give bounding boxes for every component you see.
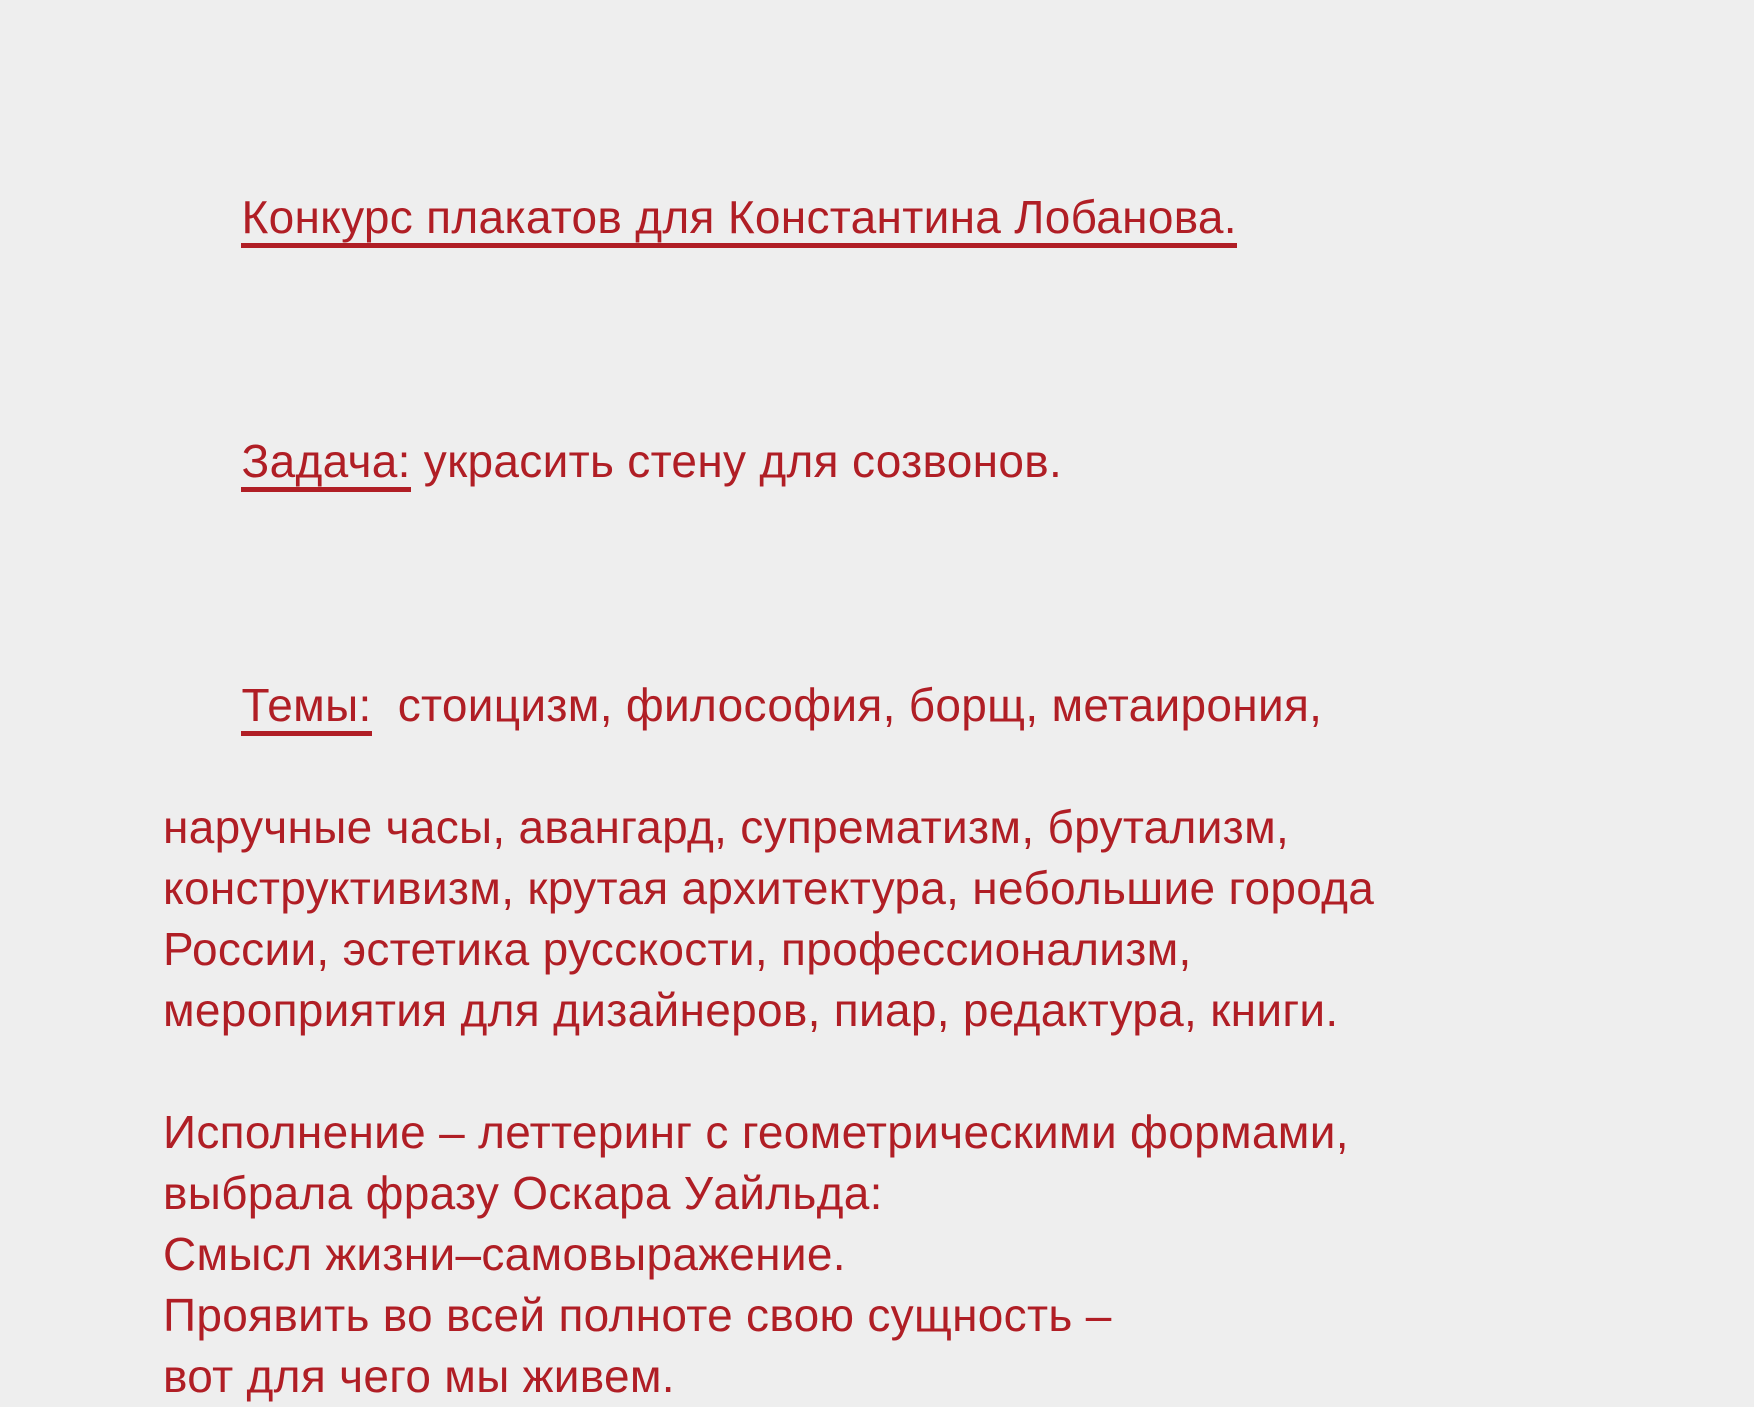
themes-line-2: наручные часы, авангард, супрематизм, брутализм,	[163, 801, 1290, 853]
themes-line-3: конструктивизм, крутая архитектура, небольшие города	[163, 862, 1375, 914]
page-title	[163, 126, 1374, 309]
execution-line-1: Исполнение – леттеринг с геометрическими формами,	[163, 1106, 1349, 1158]
themes-paragraph	[163, 614, 1374, 1041]
task-line	[163, 370, 1374, 553]
themes-text-1: стоицизм, философия, борщ, метаирония,	[371, 679, 1323, 731]
execution-line-4: Проявить во всей полноте свою сущность –	[163, 1289, 1112, 1341]
execution-paragraph	[163, 1102, 1374, 1407]
execution-line-3: Смысл жизни–самовыражение.	[163, 1228, 846, 1280]
execution-line-5: вот для чего мы живем.	[163, 1350, 675, 1402]
title-underlined-text: Конкурс плакатов для Константина Лобанова.	[241, 191, 1236, 248]
brief-document	[163, 126, 1374, 1407]
title-block	[163, 126, 1374, 309]
themes-line-5: мероприятия для дизайнеров, пиар, редактура, книги.	[163, 984, 1339, 1036]
themes-label: Темы:	[241, 679, 371, 736]
themes-line-1	[163, 614, 1374, 797]
task-text: украсить стену для созвонов.	[410, 435, 1063, 487]
themes-line-4: России, эстетика русскости, профессионализм,	[163, 923, 1192, 975]
task-label: Задача:	[241, 435, 410, 492]
task-block	[163, 370, 1374, 553]
execution-line-2: выбрала фразу Оскара Уайльда:	[163, 1167, 883, 1219]
